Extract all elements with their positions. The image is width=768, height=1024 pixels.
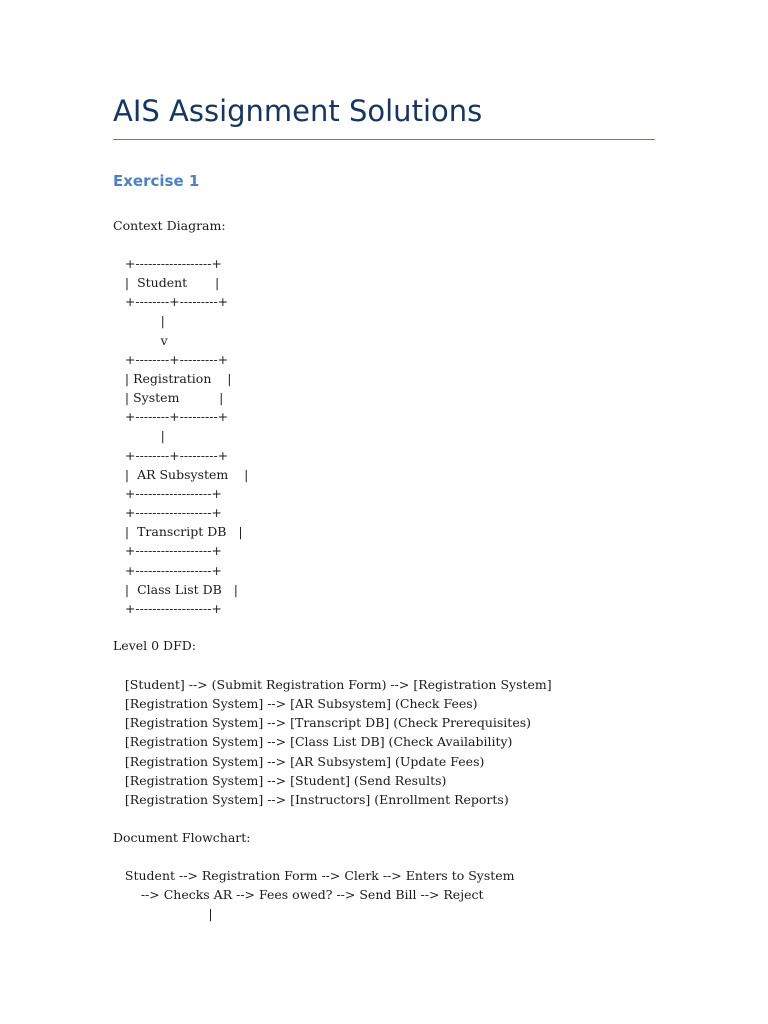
context-diagram: +------------------+ | Student | +--------+---------+ | v +--------+---------+ | Registration | | System | +--------+---------+ | +--------+---------+ | AR Subsystem | +------------------+ +------------------+ | Transcript DB | +------------------+ +------------------+ | Class List DB | +------------------+ bbox=[124, 256, 249, 616]
exercise-heading: Exercise 1 bbox=[113, 172, 200, 190]
level0-dfd-lines: [Student] --> (Submit Registration Form) --> [Registration System] [Registration System] --> [AR Subsystem] (Check Fees) [Registration System] --> [Transcript DB] (Check Prerequisites) [Registration System] --> [Class List DB] (Check Availability) [Registration System] --> [AR Subsystem] (Update Fees) [Registration System] --> [Student] (Send Results) [Registration System] --> [Instructors] (Enrollment Reports) bbox=[124, 677, 552, 807]
document-flowchart-lines: Student --> Registration Form --> Clerk --> Enters to System --> Checks AR --> Fees owed? --> Send Bill --> Reject | bbox=[124, 868, 515, 922]
document-flowchart-label: Document Flowchart: bbox=[113, 830, 251, 845]
level0-dfd-label: Level 0 DFD: bbox=[113, 638, 196, 653]
context-diagram-label: Context Diagram: bbox=[113, 218, 226, 233]
document-title: AIS Assignment Solutions bbox=[113, 94, 483, 128]
title-underline bbox=[113, 139, 655, 140]
